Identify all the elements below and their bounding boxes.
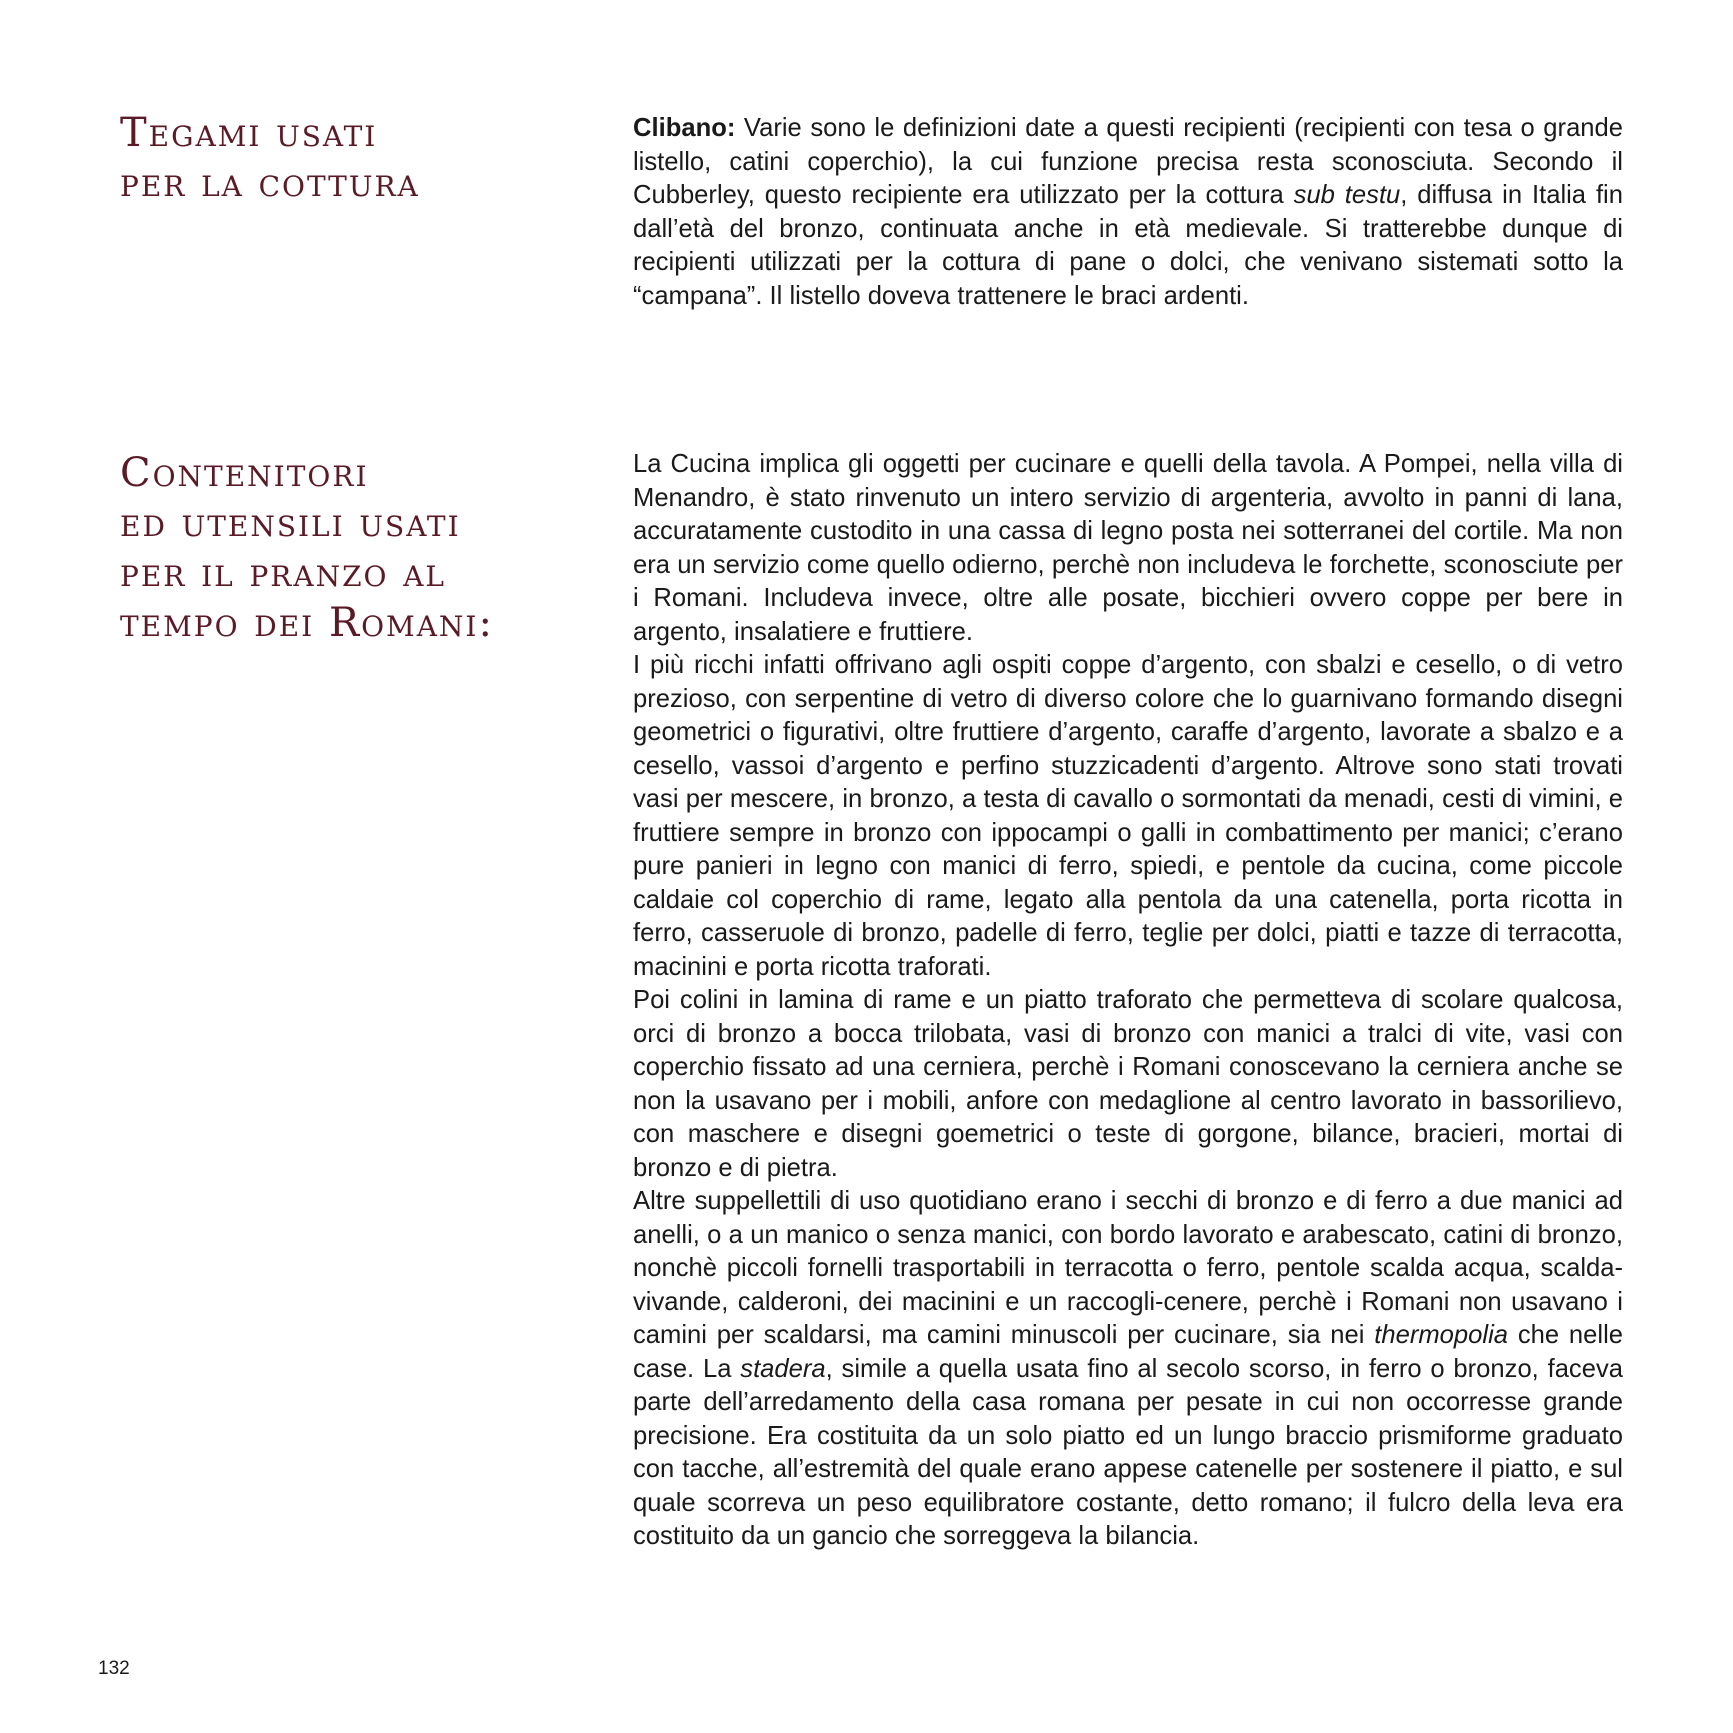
- text-run: Varie sono le definizioni date a questi recipienti (recipienti con tesa o grande listello, catini coperchio), la cui funzione precisa resta sconosciuta. Secondo il Cubberley, questo recipiente era utilizzato per la cottura: [633, 114, 1623, 209]
- heading-line: Contenitori: [120, 450, 369, 496]
- text-run: , simile a quella usata fino al secolo scorso, in ferro o bronzo, faceva parte dell’arredamento della casa romana per pesate in cui non occorresse grande precisione. Era costituita da un solo piatto ed un lungo braccio prismiforme graduato con tacche, all’estremità del quale erano appese catenelle per sostenere il piatto, e sul quale scorreva un peso equilibratore costante, detto romano; il fulcro della leva era costituito da un gancio che sorreggeva la bilancia.: [633, 1354, 1623, 1550]
- heading-line: ed utensili usati: [120, 500, 461, 546]
- emphasis: stadera: [740, 1354, 826, 1383]
- section-heading-contenitori: [120, 448, 494, 648]
- paragraph: [633, 112, 1623, 313]
- heading-line: per la cottura: [120, 160, 420, 206]
- emphasis: thermopolia: [1374, 1321, 1508, 1349]
- paragraph: I più ricchi infatti offrivano agli ospiti coppe d’argento, con sbalzi e cesello, o di vetro prezioso, con serpentine di vetro di diverso colore che lo guarnivano formando disegni geometrici o figurativi, oltre fruttiere d’argento, caraffe d’argento, lavorate a sbalzo e a cesello, vassoi d’argento e perfino stuzzicadenti d’argento. Altrove sono stati trovati vasi per mescere, in bronzo, a testa di cavallo o sormontati da menadi, cesti di vimini, e fruttiere sempre in bronzo con ippocampi o galli in combattimento per manici; c’erano pure panieri in legno con manici di ferro, spiedi, e pentole da cucina, come piccole caldaie col coperchio di rame, legato alla pentola da una catenella, porta ricotta in ferro, casseruole di bronzo, padelle di ferro, teglie per dolci, piatti e tazze di terracotta, macinini e porta ricotta traforati.: [633, 651, 1623, 981]
- heading-line: Tegami usati: [120, 110, 378, 156]
- section-body-tegami: [633, 112, 1623, 313]
- paragraph: Poi colini in lamina di rame e un piatto traforato che permetteva di scolare qualcosa, orci di bronzo a bocca trilobata, vasi di bronzo con manici a tralci di vite, vasi con coperchio fissato ad una cerniera, perchè i Romani conoscevano la cerniera anche se non la usavano per i mobili, anfore con medaglione al centro lavorato in bassorilievo, con maschere e disegni goemetrici o teste di gorgone, bilance, bracieri, mortai di bronzo e di pietra.: [633, 986, 1623, 1182]
- heading-line: tempo dei Romani:: [120, 600, 494, 646]
- text-run: , diffusa in Italia fin dall’età del bronzo, continuata anche in età medievale. Si tratterebbe dunque di recipienti utilizzati per la cottura di pane o dolci, che venivano sistemati sotto la “campana”. Il listello doveva trattenere le braci ardenti.: [633, 181, 1623, 310]
- emphasis: sub testu: [1293, 181, 1401, 209]
- page-number: 132: [98, 1658, 130, 1679]
- lead-term: Clibano:: [633, 114, 736, 142]
- section-body-contenitori: [633, 448, 1623, 1554]
- heading-line: per il pranzo al: [120, 550, 447, 596]
- text-run: Altre suppellettili di uso quotidiano erano i secchi di bronzo e di ferro a due manici ad anelli, o a un manico o senza manici, con bordo lavorato e arabescato, catini di bronzo, nonchè piccoli fornelli trasportabili in terracotta o ferro, pentole scalda acqua, scalda-vivande, calderoni, dei macinini e un raccogli-cenere, perchè i Romani non usavano i camini per scaldarsi, ma camini minuscoli per cucinare, sia nei: [633, 1187, 1623, 1349]
- paragraph: [633, 1185, 1623, 1554]
- section-heading-tegami: [120, 108, 420, 208]
- paragraph: La Cucina implica gli oggetti per cucinare e quelli della tavola. A Pompei, nella villa di Menandro, è stato rinvenuto un intero servizio di argenteria, avvolto in panni di lana, accuratamente custodito in una cassa di legno posta nei sotterranei del cortile. Ma non era un servizio come quello odierno, perchè non includeva le forchette, sconosciute per i Romani. Includeva invece, oltre alle posate, bicchieri ovvero coppe per bere in argento, insalatiere e fruttiere.: [633, 450, 1623, 646]
- text-run: che nelle case. La: [633, 1321, 1624, 1383]
